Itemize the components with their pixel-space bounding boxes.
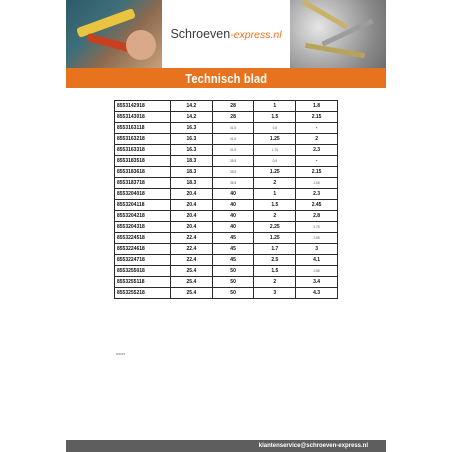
length-cell: 31.5: [212, 134, 254, 145]
article-number-cell: 8553255218: [115, 288, 171, 299]
article-number-cell: 8553163218: [115, 134, 171, 145]
title-bar: [66, 68, 386, 88]
article-number-cell: 8553143018: [115, 112, 171, 123]
table-row: [115, 156, 338, 167]
length-cell: 45: [212, 255, 254, 266]
value-a-cell: 1.5: [254, 112, 296, 123]
article-number-cell: 8553183618: [115, 167, 171, 178]
table-row: [115, 178, 338, 189]
value-a-cell: 2: [254, 211, 296, 222]
length-cell: 40: [212, 189, 254, 200]
value-b-cell: 4.3: [296, 288, 338, 299]
diameter-cell: 22.4: [171, 233, 213, 244]
value-a-cell: 2: [254, 178, 296, 189]
value-b-cell: 2.8: [296, 211, 338, 222]
diameter-cell: 16.3: [171, 123, 213, 134]
value-a-cell: 2.5: [254, 255, 296, 266]
diameter-cell: 20.4: [171, 222, 213, 233]
article-number-cell: 8553224718: [115, 255, 171, 266]
value-b-cell: 3: [296, 244, 338, 255]
value-a-cell: 1: [254, 189, 296, 200]
diameter-cell: 25.4: [171, 266, 213, 277]
table-row: [115, 167, 338, 178]
table-row: [115, 101, 338, 112]
length-cell: 35.5: [212, 156, 254, 167]
value-b-cell: 2.85: [296, 233, 338, 244]
table-row: [115, 288, 338, 299]
value-b-cell: 2: [296, 134, 338, 145]
length-cell: 50: [212, 288, 254, 299]
value-a-cell: 2: [254, 277, 296, 288]
value-b-cell: 1.8: [296, 101, 338, 112]
article-number-cell: 8553255018: [115, 266, 171, 277]
value-b-cell: 2.85: [296, 266, 338, 277]
brand-name-main: Schroeven: [170, 27, 231, 41]
table-row: [115, 244, 338, 255]
screws-photo: [290, 0, 386, 68]
length-cell: 35.5: [212, 167, 254, 178]
table-row: [115, 266, 338, 277]
value-a-cell: 1.5: [254, 200, 296, 211]
table-row: [115, 233, 338, 244]
value-b-cell: 2.75: [296, 222, 338, 233]
length-cell: 31.5: [212, 123, 254, 134]
table-row: [115, 211, 338, 222]
value-b-cell: -: [296, 156, 338, 167]
length-cell: 40: [212, 211, 254, 222]
table-row: [115, 255, 338, 266]
article-number-cell: 8553204318: [115, 222, 171, 233]
value-b-cell: 2.45: [296, 200, 338, 211]
table-row: [115, 222, 338, 233]
diameter-cell: 18.3: [171, 167, 213, 178]
header-banner: [66, 0, 386, 68]
article-number-cell: 8553204218: [115, 211, 171, 222]
article-number-cell: 8553255118: [115, 277, 171, 288]
diameter-cell: 25.4: [171, 288, 213, 299]
table-row: [115, 134, 338, 145]
value-b-cell: 2.3: [296, 145, 338, 156]
value-a-cell: 1.5: [254, 266, 296, 277]
article-number-cell: 8553224518: [115, 233, 171, 244]
length-cell: 40: [212, 222, 254, 233]
table-row: [115, 145, 338, 156]
article-number-cell: 8553183718: [115, 178, 171, 189]
article-number-cell: 8553224618: [115, 244, 171, 255]
article-number-cell: 8553142918: [115, 101, 171, 112]
table-row: [115, 123, 338, 134]
length-cell: 31.5: [212, 145, 254, 156]
article-number-cell: 8553204018: [115, 189, 171, 200]
value-b-cell: 2.15: [296, 112, 338, 123]
length-cell: 45: [212, 244, 254, 255]
article-number-cell: 8553163318: [115, 145, 171, 156]
value-b-cell: 2.65: [296, 178, 338, 189]
value-a-cell: 1.75: [254, 145, 296, 156]
footer-bar: [66, 440, 386, 452]
document-note: 8/2015: [116, 352, 126, 356]
table-row: [115, 200, 338, 211]
length-cell: 45: [212, 233, 254, 244]
diameter-cell: 16.3: [171, 145, 213, 156]
length-cell: 50: [212, 277, 254, 288]
brand-name-accent: -express.nl: [230, 29, 282, 41]
diameter-cell: 14.2: [171, 112, 213, 123]
diameter-cell: 16.3: [171, 134, 213, 145]
length-cell: 28: [212, 101, 254, 112]
length-cell: 35.5: [212, 178, 254, 189]
contact-email-link[interactable]: klantenservice@schroeven-express.nl: [258, 443, 368, 449]
table-row: [115, 112, 338, 123]
table-row: [115, 189, 338, 200]
article-number-cell: 8553163118: [115, 123, 171, 134]
diameter-cell: 18.3: [171, 156, 213, 167]
value-a-cell: 1.25: [254, 233, 296, 244]
value-a-cell: 3: [254, 288, 296, 299]
page-title: Technisch blad: [185, 70, 267, 86]
length-cell: 50: [212, 266, 254, 277]
length-cell: 28: [212, 112, 254, 123]
value-b-cell: -: [296, 123, 338, 134]
length-cell: 40: [212, 200, 254, 211]
spec-table: [114, 100, 338, 299]
diameter-cell: 18.3: [171, 178, 213, 189]
article-number-cell: 8553204118: [115, 200, 171, 211]
diameter-cell: 20.4: [171, 211, 213, 222]
article-number-cell: 8553183518: [115, 156, 171, 167]
tools-photo: [66, 0, 162, 68]
value-a-cell: 0.9: [254, 156, 296, 167]
value-a-cell: 0.8: [254, 123, 296, 134]
diameter-cell: 20.4: [171, 189, 213, 200]
value-b-cell: 4.1: [296, 255, 338, 266]
value-a-cell: 1.25: [254, 167, 296, 178]
value-a-cell: 1.7: [254, 244, 296, 255]
value-b-cell: 2.3: [296, 189, 338, 200]
diameter-cell: 20.4: [171, 200, 213, 211]
diameter-cell: 22.4: [171, 244, 213, 255]
diameter-cell: 14.2: [171, 101, 213, 112]
table-row: [115, 277, 338, 288]
diameter-cell: 22.4: [171, 255, 213, 266]
value-a-cell: 1: [254, 101, 296, 112]
value-a-cell: 2.25: [254, 222, 296, 233]
value-b-cell: 2.15: [296, 167, 338, 178]
datasheet-page: [66, 0, 386, 452]
brand-logo[interactable]: [162, 0, 290, 68]
value-a-cell: 1.25: [254, 134, 296, 145]
diameter-cell: 25.4: [171, 277, 213, 288]
value-b-cell: 3.4: [296, 277, 338, 288]
